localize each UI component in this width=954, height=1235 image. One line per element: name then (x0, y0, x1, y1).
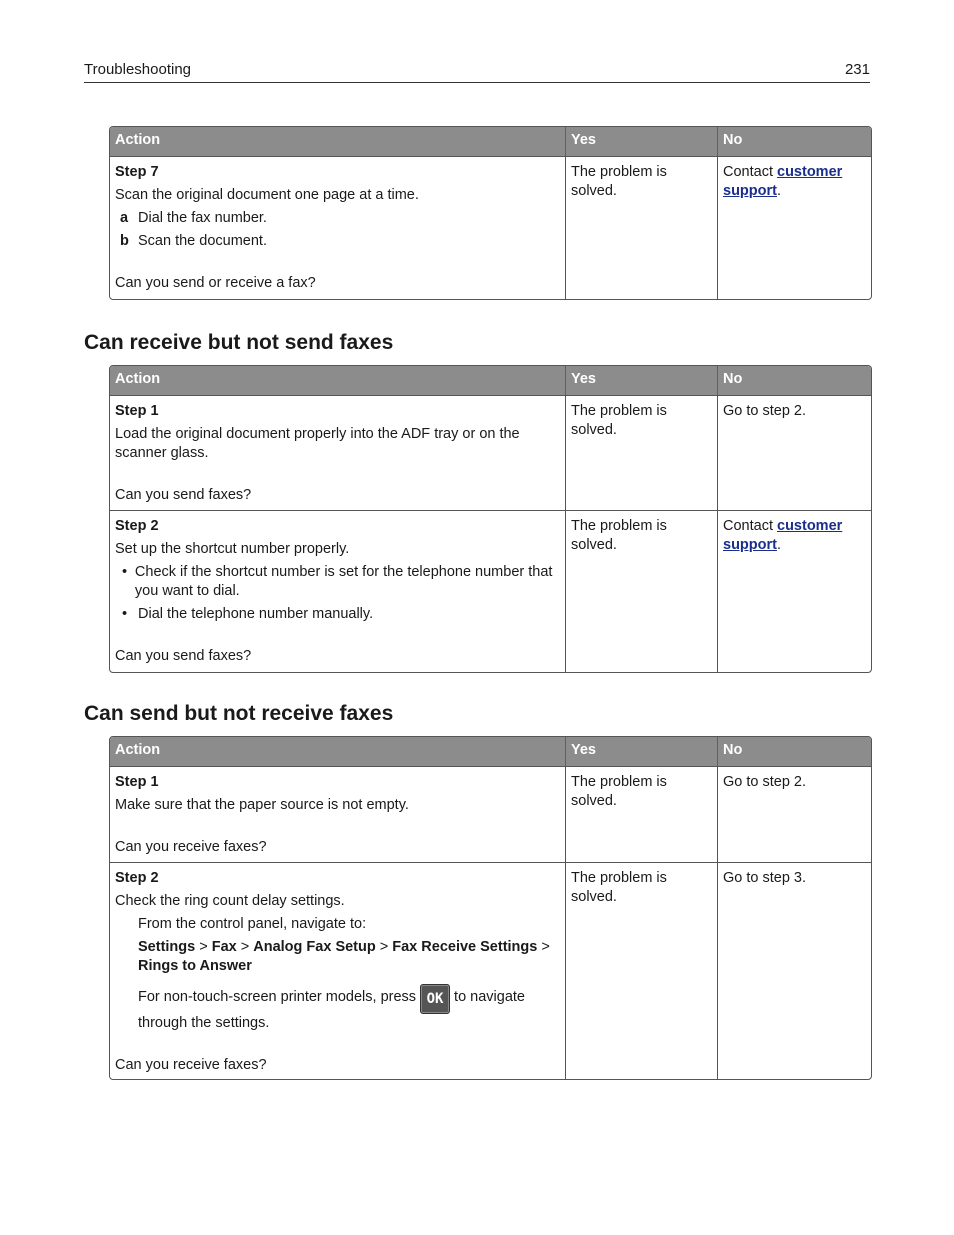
table-row (110, 766, 871, 862)
column-header-yes: Yes (566, 737, 718, 766)
navigation-path (115, 938, 560, 976)
section-heading: Can send but not receive faxes (84, 702, 394, 725)
navigation-intro: From the control panel, navigate to: (138, 916, 367, 932)
column-header-no: No (723, 132, 743, 148)
column-header-no: No (723, 742, 743, 758)
section-heading: Can receive but not send faxes (84, 331, 394, 354)
no-cell: Go to step 2. (723, 403, 807, 419)
step-text: Scan the original document one page at a time. (115, 187, 419, 203)
troubleshooting-table-2 (109, 365, 872, 673)
bullet-icon: • (122, 606, 128, 622)
substep-text: Dial the fax number. (138, 210, 267, 226)
step-label: Step 7 (115, 164, 159, 180)
question-text: Can you receive faxes? (115, 839, 267, 855)
action-cell (110, 157, 566, 299)
action-cell (110, 396, 566, 510)
action-cell (110, 767, 566, 862)
step-label: Step 2 (115, 518, 159, 534)
instruction-text: For non-touch-screen printer models, press (138, 989, 417, 1005)
path-separator: > (240, 939, 250, 955)
page-header (84, 61, 870, 83)
section-title: Troubleshooting (84, 61, 192, 78)
table-header-row (110, 127, 871, 156)
action-cell (110, 511, 566, 672)
no-cell: Go to step 3. (723, 870, 807, 886)
question-text: Can you send faxes? (115, 487, 252, 503)
yes-cell: The problem is solved. (566, 767, 718, 862)
bullet-text: Dial the telephone number manually. (138, 606, 374, 622)
path-item: Fax (211, 939, 237, 955)
step-text: Check the ring count delay settings. (115, 893, 345, 909)
step-text: Make sure that the paper source is not empty. (115, 797, 409, 813)
path-item: Fax Receive Settings (392, 939, 538, 955)
column-header-action: Action (110, 737, 566, 766)
step-text: Load the original document properly into the ADF tray or on the scanner glass. (115, 426, 520, 461)
column-header-yes: Yes (566, 127, 718, 156)
yes-cell: The problem is solved. (566, 863, 718, 1079)
table-header-row (110, 737, 871, 766)
troubleshooting-table-3 (109, 736, 872, 1080)
path-separator: > (199, 939, 208, 955)
table-row (110, 510, 871, 672)
no-text: Contact (723, 518, 777, 534)
bullet-item (115, 563, 560, 601)
substep (115, 209, 560, 228)
yes-cell: The problem is solved. (566, 157, 718, 299)
troubleshooting-table-1 (109, 126, 872, 300)
action-cell (110, 863, 566, 1079)
table-row (110, 862, 871, 1079)
bullet-icon: • (122, 564, 128, 580)
path-separator: > (541, 939, 550, 955)
column-header-action: Action (110, 366, 566, 395)
customer-support-link[interactable]: customer support (723, 164, 843, 199)
bullet-item (115, 605, 560, 624)
column-header-action: Action (110, 127, 566, 156)
ok-button-icon: OK (420, 984, 450, 1014)
step-text: Set up the shortcut number properly. (115, 541, 350, 557)
non-touch-instruction (115, 984, 560, 1033)
path-item: Settings (138, 939, 196, 955)
bullet-text: Check if the shortcut number is set for the telephone number that you want to dial. (134, 564, 553, 599)
table-header-row (110, 366, 871, 395)
no-suffix: . (776, 537, 781, 553)
column-header-no: No (723, 371, 743, 387)
instruction-text: to navigate through the settings. (138, 989, 525, 1031)
substep-label: a (120, 210, 129, 226)
path-item: Analog Fax Setup (253, 939, 376, 955)
page-number: 231 (844, 61, 870, 78)
no-cell (718, 511, 869, 672)
substep-text: Scan the document. (138, 233, 267, 249)
question-text: Can you send or receive a fax? (115, 275, 316, 291)
step-label: Step 2 (115, 870, 159, 886)
table-row (110, 156, 871, 299)
path-separator: > (379, 939, 389, 955)
path-item: Rings to Answer (138, 958, 252, 974)
yes-cell: The problem is solved. (566, 511, 718, 672)
no-suffix: . (776, 183, 781, 199)
no-text: Contact (723, 164, 777, 180)
question-text: Can you send faxes? (115, 648, 252, 664)
no-cell (718, 157, 869, 299)
substep (115, 232, 560, 251)
table-row (110, 395, 871, 510)
no-cell: Go to step 2. (723, 774, 807, 790)
column-header-yes: Yes (566, 366, 718, 395)
yes-cell: The problem is solved. (566, 396, 718, 510)
customer-support-link[interactable]: customer support (723, 518, 843, 553)
step-label: Step 1 (115, 403, 159, 419)
step-label: Step 1 (115, 774, 159, 790)
question-text: Can you receive faxes? (115, 1057, 267, 1073)
substep-label: b (120, 233, 129, 249)
